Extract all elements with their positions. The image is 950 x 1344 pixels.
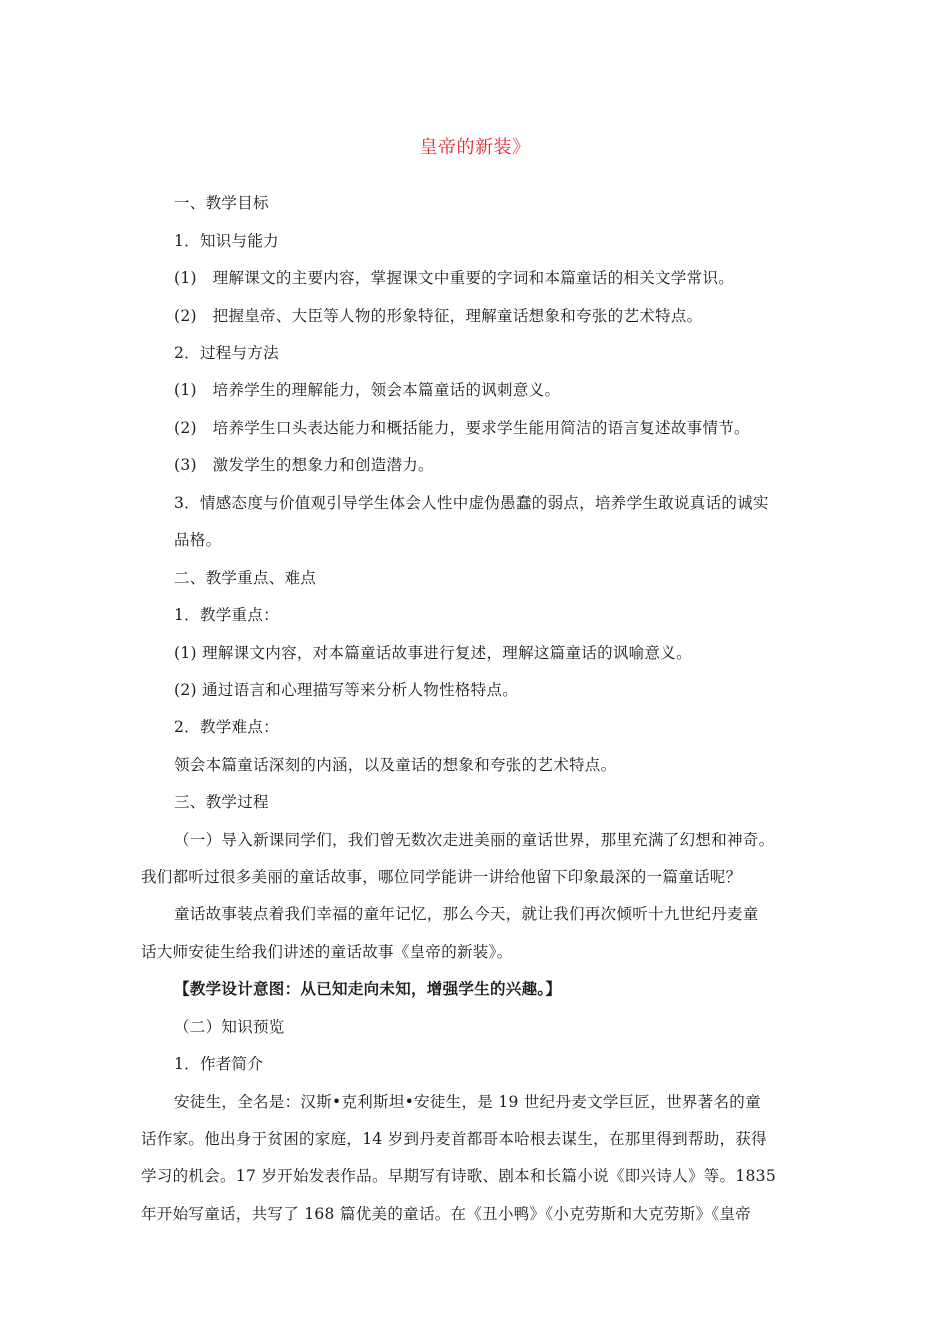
list-item: (1) 理解课文内容，对本篇童话故事进行复述，理解这篇童话的讽喻意义。 (174, 644, 692, 662)
paragraph-line: 品格。 (174, 531, 222, 549)
paragraph-line: 学习的机会。17 岁开始发表作品。早期写有诗歌、剧本和长篇小说《即兴诗人》等。1835 (141, 1167, 776, 1185)
list-item: (2) 培养学生口头表达能力和概括能力，要求学生能用简洁的语言复述故事情节。 (174, 419, 750, 437)
paragraph-line: 安徒生，全名是：汉斯•克利斯坦•安徒生，是 19 世纪丹麦文学巨匠，世界著名的童 (174, 1093, 761, 1111)
subheading-process: 2．过程与方法 (174, 344, 279, 362)
design-intent-note: 【教学设计意图：从已知走向未知，增强学生的兴趣。】 (174, 979, 562, 998)
section-heading-process: 三、教学过程 (174, 793, 269, 811)
paragraph-line: 话作家。他出身于贫困的家庭，14 岁到丹麦首都哥本哈根去谋生，在那里得到帮助，获得 (141, 1130, 767, 1148)
list-item: (2) 把握皇帝、大臣等人物的形象特征，理解童话想象和夸张的艺术特点。 (174, 307, 703, 325)
paragraph-line: 童话故事装点着我们幸福的童年记忆，那么今天，就让我们再次倾听十九世纪丹麦童 (174, 905, 759, 923)
subheading-key: 1．教学重点： (174, 606, 279, 624)
list-item: (1) 理解课文的主要内容，掌握课文中重要的字词和本篇童话的相关文学常识。 (174, 269, 735, 287)
paragraph-line: 3．情感态度与价值观引导学生体会人性中虚伪愚蠢的弱点，培养学生敢说真话的诚实 (174, 494, 769, 512)
paragraph-line: 领会本篇童话深刻的内涵，以及童话的想象和夸张的艺术特点。 (174, 756, 617, 774)
subheading-author: 1．作者简介 (174, 1055, 264, 1073)
subheading-knowledge: 1．知识与能力 (174, 232, 279, 250)
paragraph-line: 年开始写童话，共写了 168 篇优美的童话。在《丑小鸭》《小克劳斯和大克劳斯》《皇帝 (141, 1205, 752, 1223)
subheading-preview: （二）知识预览 (174, 1018, 285, 1036)
page-title: 皇帝的新装》 (419, 137, 531, 158)
section-heading-keypoints: 二、教学重点、难点 (174, 569, 317, 587)
list-item: (3) 激发学生的想象力和创造潜力。 (174, 456, 434, 474)
paragraph-line: （一）导入新课同学们，我们曾无数次走进美丽的童话世界，那里充满了幻想和神奇。 (174, 831, 775, 849)
subheading-difficulty: 2．教学难点： (174, 718, 279, 736)
paragraph-line: 话大师安徒生给我们讲述的童话故事《皇帝的新装》。 (141, 943, 513, 961)
list-item: (1) 培养学生的理解能力，领会本篇童话的讽刺意义。 (174, 381, 561, 399)
paragraph-line: 我们都听过很多美丽的童话故事，哪位同学能讲一讲给他留下印象最深的一篇童话呢？ (141, 868, 742, 886)
list-item: (2) 通过语言和心理描写等来分析人物性格特点。 (174, 681, 519, 699)
section-heading-objectives: 一、教学目标 (174, 194, 269, 212)
